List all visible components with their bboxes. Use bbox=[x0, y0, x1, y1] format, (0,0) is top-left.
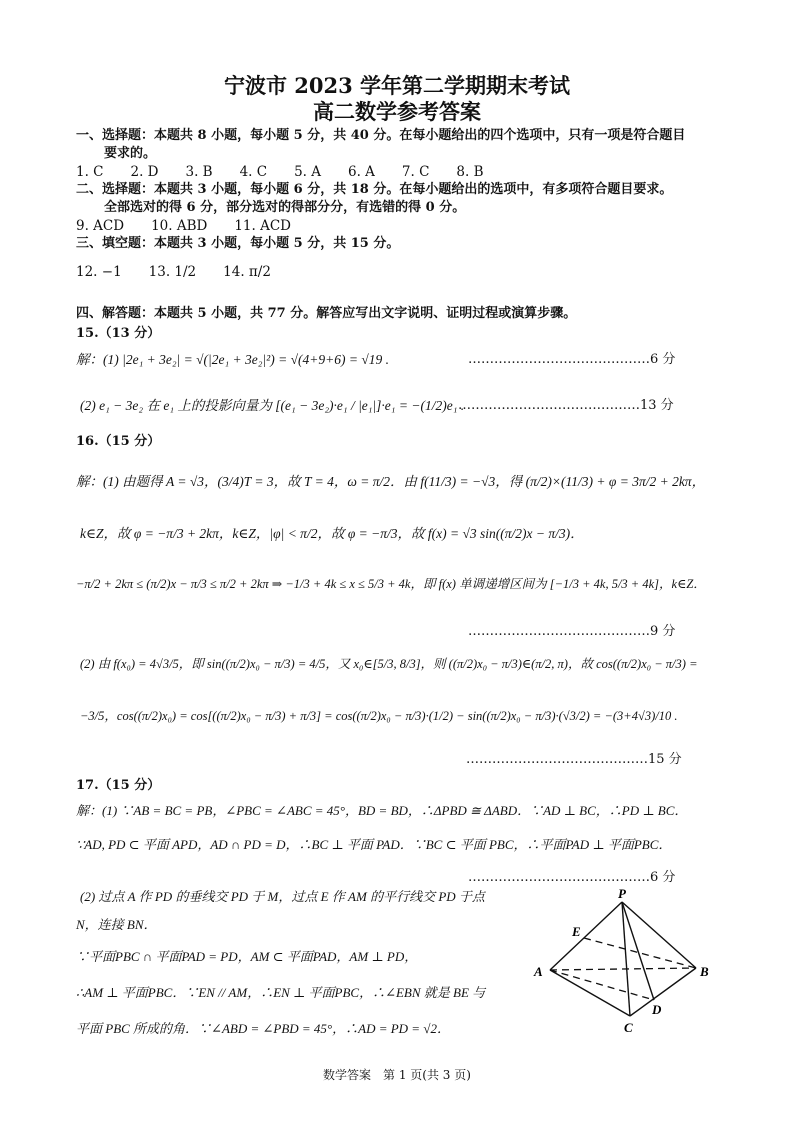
q16-line1: 解：(1) 由题得 A = √3，(3/4)T = 3，故 T = 4，ω = π/2．由 f(11/3) = −√3，得 (π/2)×(11/3) + φ = 3π/2 + 2kπ， bbox=[76, 474, 706, 489]
edge-PC bbox=[622, 902, 630, 1016]
label-P: P bbox=[618, 888, 626, 901]
edge-AD bbox=[550, 970, 654, 1000]
q17-line1: 解：(1) ∵AB = BC = PB，∠PBC = ∠ABC = 45°，BD = BD，∴ΔPBD ≅ ΔABD．∵AD ⊥ BC，∴PD ⊥ BC． bbox=[76, 803, 688, 818]
q15-part1-score: ……………………………………6 分 bbox=[468, 352, 676, 367]
q16-line4: (2) 由 f(x₀) = 4√3/5，即 sin((π/2)x₀ − π/3) = 4/5，又 x₀∈[5/3, 8/3]，则 ((π/2)x₀ − π/3)∈(π/2, π)，故 cos((π/2)x₀ − π/3) = bbox=[80, 657, 698, 671]
q15-part1: 解：(1) |2e₁ + 3e₂| = √(|2e₁ + 3e₂|²) = √(4+9+6) = √19 . bbox=[76, 352, 389, 367]
q17-header: 17.（15 分） bbox=[76, 778, 161, 793]
section2-answers: 9. ACD 10. ABD 11. ACD bbox=[76, 218, 291, 234]
q17-line7: 平面 PBC 所成的角．∵∠ABD = ∠PBD = 45°，∴AD = PD = √2． bbox=[76, 1021, 450, 1036]
label-A: A bbox=[534, 964, 543, 979]
label-B: B bbox=[700, 964, 709, 979]
label-E: E bbox=[572, 924, 581, 939]
page-footer: 数学答案 第 1 页(共 3 页) bbox=[323, 1068, 471, 1082]
q17-line6: ∴AM ⊥ 平面PBC．∵EN // AM，∴EN ⊥ 平面PBC，∴∠EBN 就是 BE 与 bbox=[76, 985, 486, 1000]
q15-part2-score: ……………………………………13 分 bbox=[458, 398, 674, 413]
edge-PA bbox=[550, 902, 622, 970]
edge-BC bbox=[630, 968, 696, 1016]
section1-header-line2: 要求的。 bbox=[104, 146, 157, 161]
q15-part2: (2) e₁ − 3e₂ 在 e₁ 上的投影向量为 [(e₁ − 3e₂)·e₁ / |e₁|]·e₁ = −(1/2)e₁ . bbox=[80, 398, 465, 413]
edge-AB bbox=[550, 968, 696, 970]
q17-line3: (2) 过点 A 作 PD 的垂线交 PD 于 M，过点 E 作 AM 的平行线交 PD 于点 bbox=[80, 889, 485, 904]
page-title: 宁波市 2023 学年第二学期期末考试 bbox=[223, 73, 571, 98]
section3-header: 三、填空题：本题共 3 小题，每小题 5 分，共 15 分。 bbox=[76, 236, 400, 251]
q16-line5-score: ……………………………………15 分 bbox=[466, 752, 682, 767]
section2-header-line1: 二、选择题：本题共 3 小题，每小题 6 分，共 18 分。在每小题给出的选项中，有多项符合题目要求。 bbox=[76, 182, 673, 197]
edge-AC bbox=[550, 970, 630, 1016]
section2-header-line2: 全部选对的得 6 分，部分选对的得部分分，有选错的得 0 分。 bbox=[104, 200, 466, 215]
section1-answers: 1. C 2. D 3. B 4. C 5. A 6. A 7. C 8. B bbox=[76, 164, 484, 180]
q16-line5: −3/5，cos((π/2)x₀) = cos[((π/2)x₀ − π/3) + π/3] = cos((π/2)x₀ − π/3)·(1/2) − sin((π/2)x₀ − π/3)·(√3/2) = −(3+4√3)/10 . bbox=[80, 709, 678, 723]
q17-line4: N，连接 BN． bbox=[76, 917, 157, 932]
q16-line2: k∈Z，故 φ = −π/3 + 2kπ，k∈Z，|φ| < π/2，故 φ = −π/3，故 f(x) = √3 sin((π/2)x − π/3)． bbox=[80, 526, 584, 541]
page-subtitle: 高二数学参考答案 bbox=[313, 99, 481, 124]
section4-header: 四、解答题：本题共 5 小题，共 77 分。解答应写出文字说明、证明过程或演算步骤。 bbox=[76, 306, 577, 321]
pyramid-figure bbox=[530, 888, 730, 1038]
q17-line2: ∵AD, PD ⊂ 平面 APD，AD ∩ PD = D，∴BC ⊥ 平面 PAD．∵BC ⊂ 平面 PBC，∴平面PAD ⊥ 平面PBC． bbox=[76, 837, 672, 852]
q17-line5: ∵平面PBC ∩ 平面PAD = PD，AM ⊂ 平面PAD，AM ⊥ PD， bbox=[76, 949, 418, 964]
q16-line3: −π/2 + 2kπ ≤ (π/2)x − π/3 ≤ π/2 + 2kπ ⇒ −1/3 + 4k ≤ x ≤ 5/3 + 4k，即 f(x) 单调递增区间为 [−1/3 + 4k, 5/3 + 4k]，k∈Z． bbox=[76, 577, 706, 591]
q17-line2-score: ……………………………………6 分 bbox=[468, 870, 676, 885]
section1-header-line1: 一、选择题：本题共 8 小题，每小题 5 分，共 40 分。在每小题给出的四个选项中，只有一项是符合题目 bbox=[76, 128, 686, 143]
label-C: C bbox=[624, 1020, 633, 1035]
section3-answers: 12. −1 13. 1/2 14. π/2 bbox=[76, 264, 271, 280]
q16-line3-score: ……………………………………9 分 bbox=[468, 624, 676, 639]
label-D: D bbox=[652, 1002, 662, 1017]
q16-header: 16.（15 分） bbox=[76, 434, 161, 449]
q15-header: 15.（13 分） bbox=[76, 326, 161, 341]
